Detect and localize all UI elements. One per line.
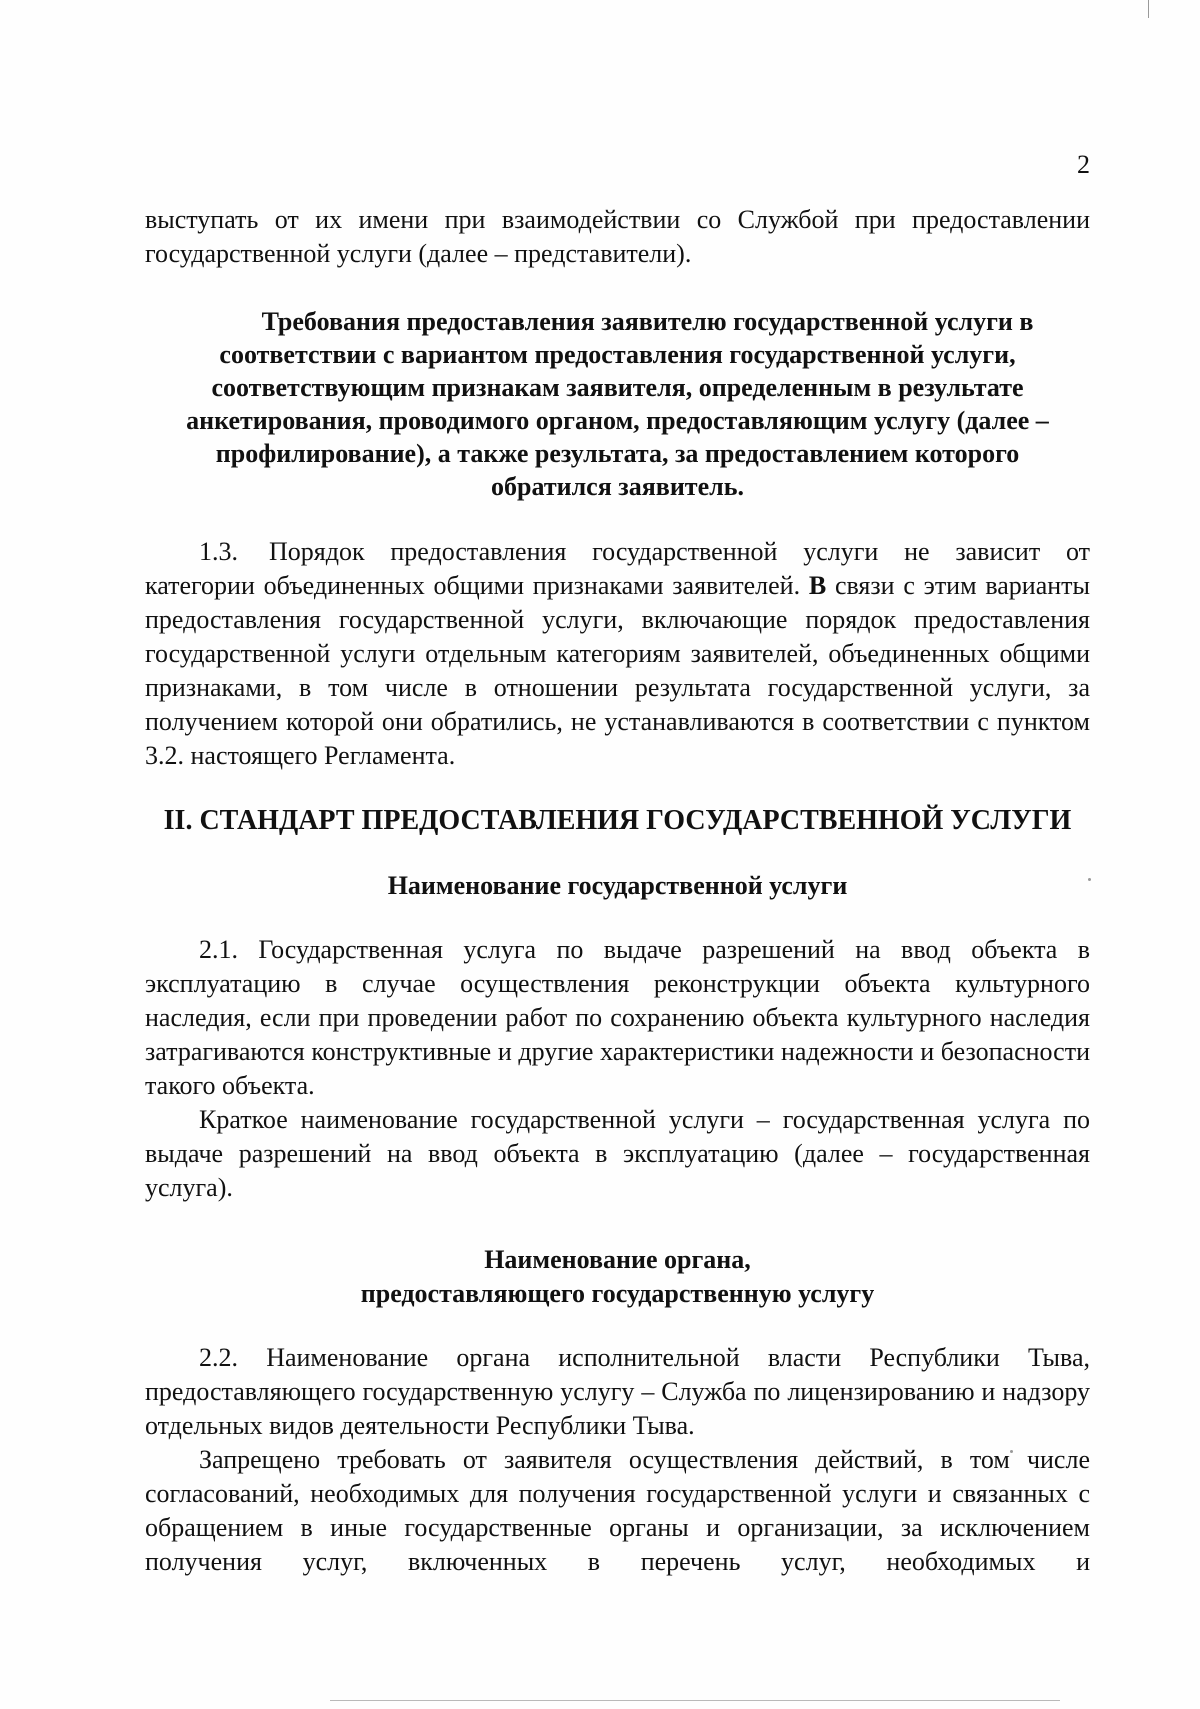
- item-number: 1.3.: [199, 537, 238, 566]
- authority-heading: [145, 1243, 1090, 1311]
- heading-line: Требования предоставления заявителю государственной услуги в: [261, 307, 1034, 336]
- heading-line: Наименование органа,: [484, 1245, 751, 1274]
- scan-artifact-line: [330, 1700, 1060, 1701]
- requirements-heading: [145, 305, 1090, 503]
- heading-line: анкетирования, проводимого органом, предоставляющим услугу (далее –: [186, 406, 1049, 435]
- heading-line: соответствующим признакам заявителя, определенным в результате: [211, 373, 1024, 402]
- short-name-paragraph: Краткое наименование государственной услуги – государственная услуга по выдаче разрешений на ввод объекта в эксплуатацию (далее – государственная услуга).: [145, 1105, 1090, 1202]
- bold-letter: В: [808, 571, 827, 600]
- paragraph-text: связи с этим варианты предоставления государственной услуги, включающие порядок предоставления государственной услуги отдельным категориям заявителей, объединенных общими признаками, в том числе в отношении результата государственной услуги, за получением которой они обратились, не устанавливаются в соответствии с пунктом 3.2. настоящего Регламента.: [145, 571, 1090, 770]
- paragraph-2-2: 2.2. Наименование органа исполнительной власти Республики Тыва, предоставляющего государственную услугу – Служба по лицензированию и надзору отдельных видов деятельности Республики Тыва.: [145, 1343, 1090, 1440]
- paragraph-2-1: 2.1. Государственная услуга по выдаче разрешений на ввод объекта в эксплуатацию в случае осуществления реконструкции объекта культурного наследия, если при проведении работ по сохранению объекта культурного наследия затрагиваются конструктивные и другие характеристики надежности и безопасности такого объекта.: [145, 935, 1090, 1100]
- prohibition-paragraph: Запрещено требовать от заявителя осуществления действий, в том числе согласований, необходимых для получения государственной услуги и связанных с обращением в иные государственные органы и организации, за исключением получения услуг, включенных в перечень услуг, необходимых и: [145, 1445, 1090, 1576]
- service-name-heading: [145, 869, 1090, 903]
- heading-line: обратился заявитель.: [491, 472, 744, 501]
- heading-line: Наименование государственной услуги: [387, 871, 848, 900]
- page-number: 2: [1077, 150, 1090, 179]
- scan-artifact-mark: [1148, 0, 1149, 18]
- intro-paragraph: выступать от их имени при взаимодействии со Службой при предоставлении государственной услуги (далее – представители).: [145, 205, 1090, 268]
- section-title: II. СТАНДАРТ ПРЕДОСТАВЛЕНИЯ ГОСУДАРСТВЕННОЙ УСЛУГИ: [163, 805, 1072, 836]
- document-body: [145, 203, 1090, 1579]
- heading-line: соответствии с вариантом предоставления государственной услуги,: [219, 340, 1016, 369]
- heading-line: профилирование), а также результата, за предоставлением которого: [215, 439, 1020, 468]
- paragraph-1-3: [145, 535, 1090, 773]
- heading-line: предоставляющего государственную услугу: [360, 1279, 875, 1308]
- paragraph-text: Порядок предоставления государственной услуги не зависит от категории объединенных общими признаками заявителей.: [145, 537, 1090, 600]
